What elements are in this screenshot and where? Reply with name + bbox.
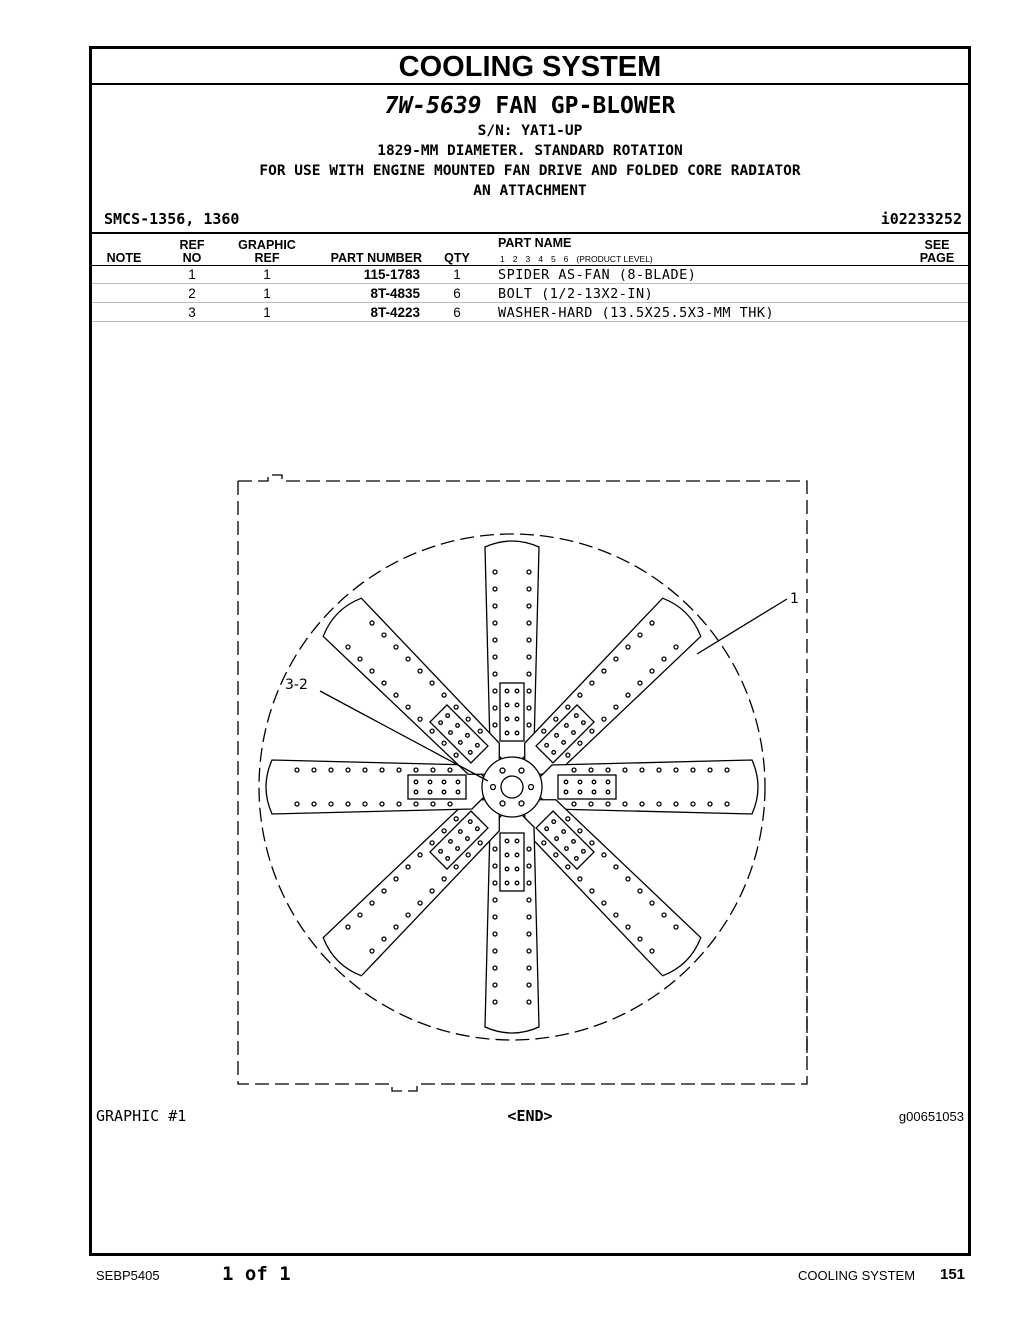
group-description-3: AN ATTACHMENT (473, 183, 587, 199)
col-part-number: PART NUMBER (330, 251, 422, 265)
graphic-id: g00651053 (898, 1109, 964, 1124)
illustration-id: i02233252 (880, 210, 962, 228)
section-title: COOLING SYSTEM (92, 49, 968, 85)
graphic-ref: 1 (263, 286, 271, 301)
blade-outline (511, 594, 705, 788)
quantity: 1 (453, 267, 461, 282)
footer-section: COOLING SYSTEM (798, 1268, 916, 1283)
smcs-code: SMCS-1356, 1360 (104, 210, 240, 228)
ref-no: 3 (188, 305, 196, 320)
serial-number: S/N: YAT1-UP (477, 123, 583, 139)
part-number: 115-1783 (363, 267, 420, 282)
table-row (92, 304, 968, 322)
graphic-ref: 1 (263, 267, 271, 282)
fan-blade (266, 760, 486, 814)
level-6: 6 (563, 254, 569, 264)
footer-document-number: SEBP5405 (96, 1268, 160, 1283)
part-number: 8T-4835 (370, 286, 420, 301)
col-qty: QTY (444, 251, 470, 265)
col-ref-top: REF (179, 238, 205, 252)
fan-blade (538, 760, 758, 814)
level-2: 2 (512, 254, 518, 264)
graphic-ref: 1 (263, 305, 271, 320)
graphic-number: GRAPHIC #1 (96, 1107, 187, 1125)
group-number: 7W-5639 (384, 93, 482, 119)
quantity: 6 (453, 286, 461, 301)
group-description-1: 1829-MM DIAMETER. STANDARD ROTATION (377, 143, 683, 159)
part-name: BOLT (1/2-13X2-IN) (498, 286, 654, 302)
fan-blade (485, 541, 539, 761)
part-name: SPIDER AS-FAN (8-BLADE) (498, 267, 697, 283)
product-levels (500, 254, 661, 264)
callout-3-2: 3-2 (285, 677, 308, 693)
shroud-outline-top (238, 475, 807, 539)
col-part-name: PART NAME (498, 236, 572, 250)
blade-outline (485, 541, 539, 761)
group-name: FAN GP-BLOWER (495, 93, 676, 119)
level-1: 1 (500, 254, 505, 264)
footer-page-number: 151 (940, 1266, 966, 1283)
page-frame (89, 46, 971, 1256)
header-divider (92, 232, 968, 234)
callout-1: 1 (790, 591, 799, 607)
levels-label: (PRODUCT LEVEL) (576, 254, 653, 264)
leader-line-1 (697, 599, 787, 654)
col-see-top: SEE (924, 238, 950, 252)
ref-no: 2 (188, 286, 196, 301)
footer-page-count: 1 of 1 (222, 1263, 291, 1285)
blade-outline (485, 813, 539, 1033)
fan-blade (511, 594, 705, 788)
group-title (92, 93, 968, 119)
blade-outline (511, 786, 705, 980)
fan-illustration (232, 469, 832, 1109)
blade-outline (538, 760, 758, 814)
col-graphic-bottom: REF (254, 251, 280, 265)
table-row (92, 285, 968, 303)
fan-blade (319, 786, 513, 980)
col-ref-bottom: NO (182, 251, 202, 265)
level-4: 4 (538, 254, 543, 264)
level-5: 5 (550, 254, 556, 264)
fan-blade (319, 594, 513, 788)
blade-outline (266, 760, 486, 814)
fan-blade (511, 786, 705, 980)
col-see-bottom: PAGE (919, 251, 955, 265)
end-marker: <END> (507, 1107, 553, 1125)
col-graphic-top: GRAPHIC (238, 238, 296, 252)
ref-no: 1 (188, 267, 196, 282)
fan-blade (485, 813, 539, 1033)
part-name: WASHER-HARD (13.5X25.5X3-MM THK) (498, 305, 775, 321)
group-description-2: FOR USE WITH ENGINE MOUNTED FAN DRIVE AND FOLDED CORE RADIATOR (259, 163, 801, 179)
blade-outline (319, 594, 513, 788)
part-number: 8T-4223 (370, 305, 420, 320)
quantity: 6 (453, 305, 461, 320)
table-row (92, 266, 968, 284)
blade-outline (319, 786, 513, 980)
col-note: NOTE (106, 251, 142, 265)
level-3: 3 (525, 254, 531, 264)
